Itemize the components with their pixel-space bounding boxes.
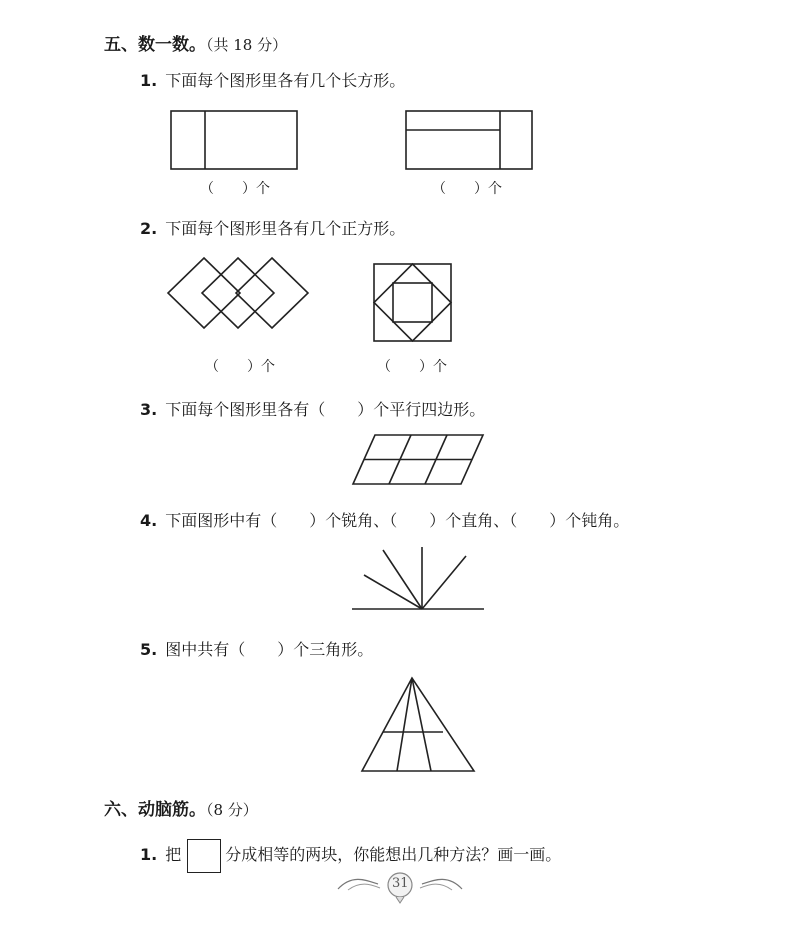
- question-number: 5.: [140, 640, 158, 659]
- question-number: 2.: [140, 219, 158, 238]
- question-text: 下面图形中有（ ）个锐角、（ ）个直角、（ ）个钝角。: [165, 511, 630, 530]
- question-text: 下面每个图形里各有（ ）个平行四边形。: [165, 400, 486, 419]
- answer-blank-q1a[interactable]: （ ）个: [200, 181, 270, 197]
- question-number: 1.: [140, 71, 158, 90]
- question-number: 3.: [140, 400, 158, 419]
- section5-heading: 五、数一数。: [104, 35, 206, 55]
- answer-blank-q2a[interactable]: （ ）个: [205, 359, 275, 375]
- section6-heading: 六、动脑筋。: [104, 800, 206, 820]
- answer-blank-q1b[interactable]: （ ）个: [432, 181, 502, 197]
- answer-blank-q2b[interactable]: （ ）个: [377, 359, 447, 375]
- question-text: 图中共有（ ）个三角形。: [165, 640, 374, 659]
- question-number: 1.: [140, 845, 158, 864]
- page-number: 31: [392, 876, 409, 891]
- question-text-before: 把: [165, 845, 182, 864]
- question-text-after: 分成相等的两块，你能想出几种方法？画一画。: [225, 845, 562, 864]
- section6-points: （8 分）: [206, 801, 258, 819]
- question-text: 下面每个图形里各有几个长方形。: [165, 71, 406, 90]
- question-number: 4.: [140, 511, 158, 530]
- section5-points: （共 18 分）: [206, 36, 288, 54]
- question-text: 下面每个图形里各有几个正方形。: [165, 219, 406, 238]
